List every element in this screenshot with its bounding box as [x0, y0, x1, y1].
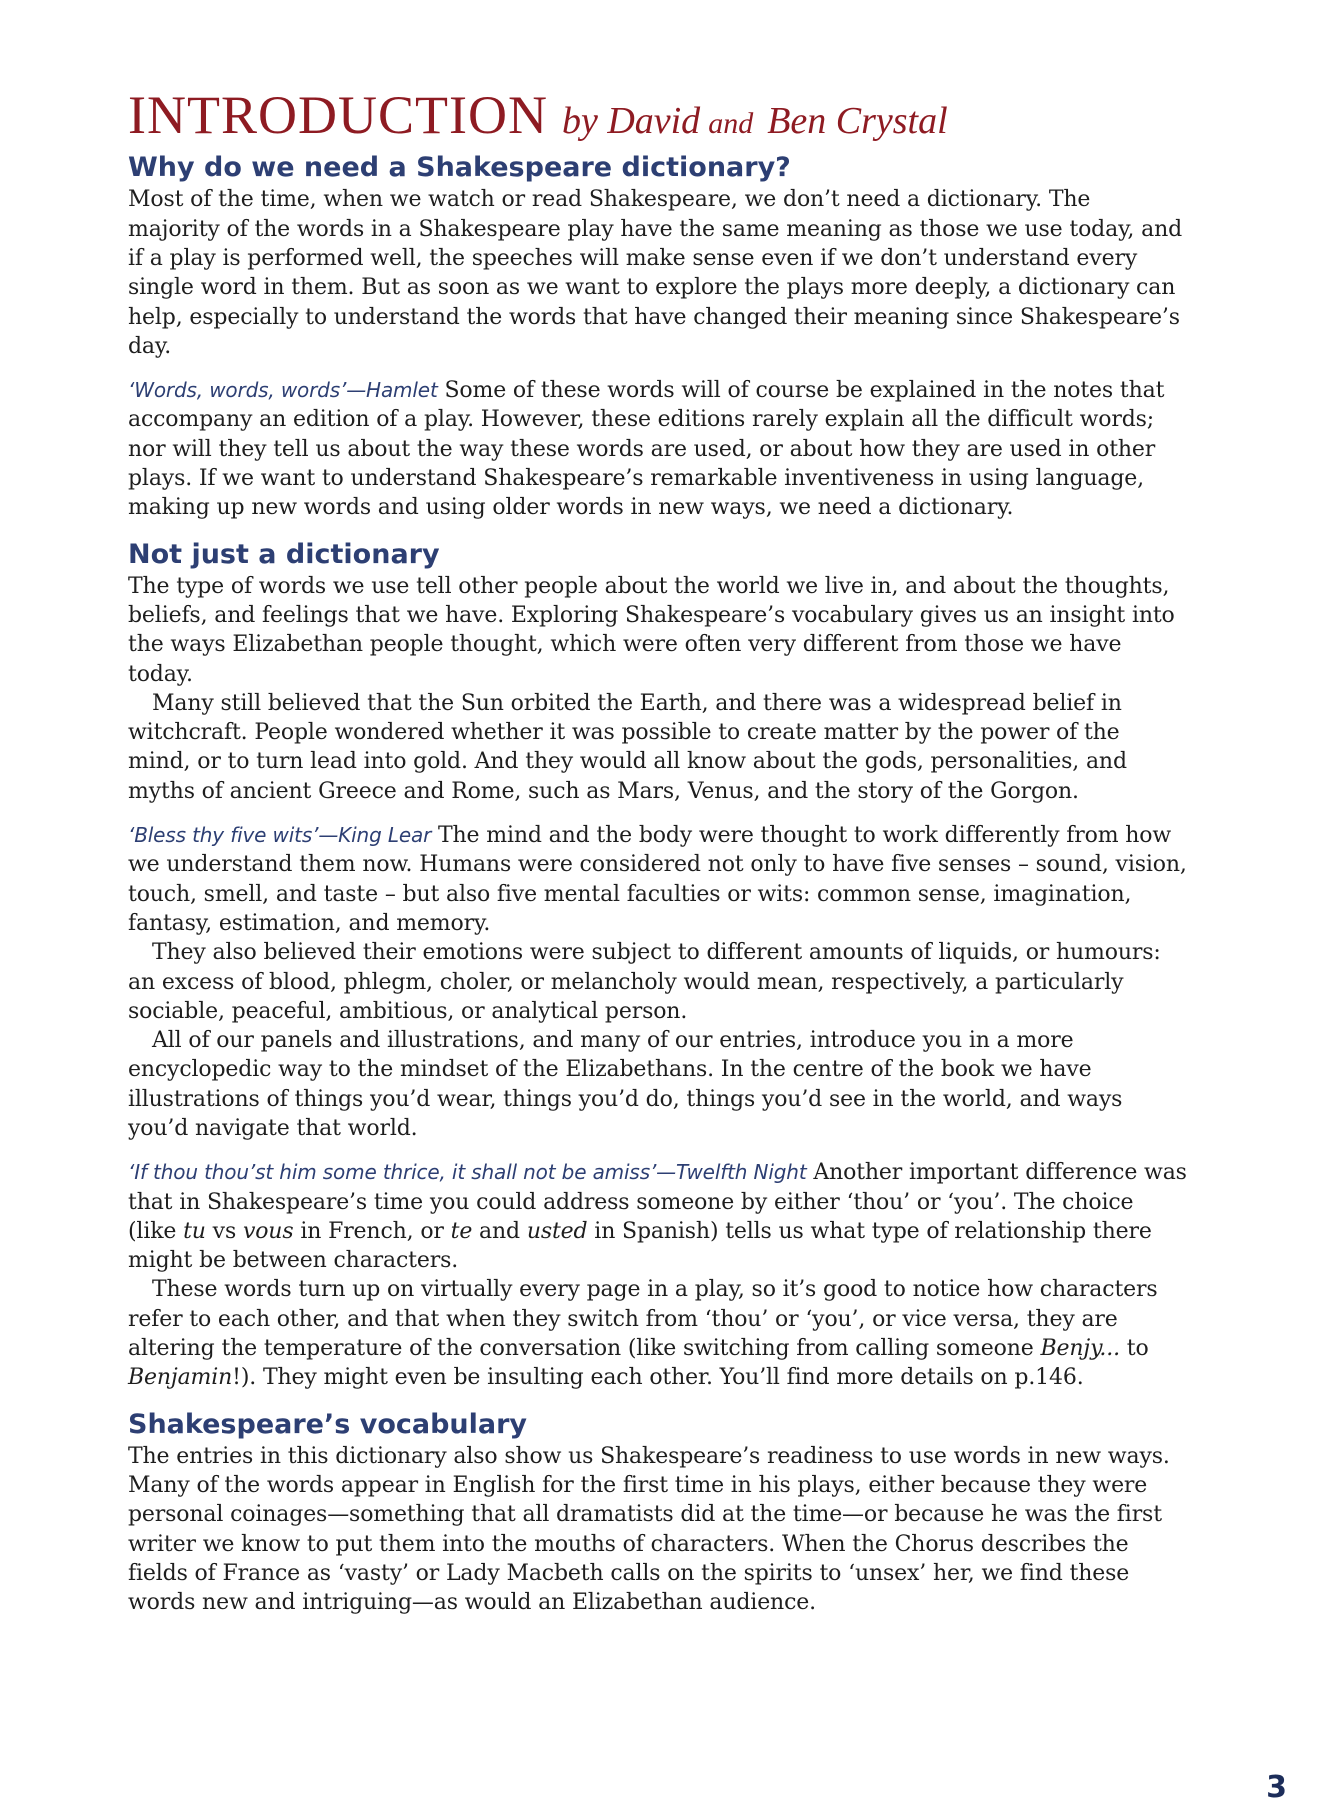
section-heading: Shakespeare’s vocabulary: [128, 1408, 528, 1440]
quote-twelfth-night: ‘If thou thou’st him some thrice, it shall not be amiss’—Twelfth Night: [128, 1160, 807, 1185]
paragraph-text: Another important difference was that in Shakespeare’s time you could address someone by either ‘thou’ or ‘you’. The choice (like: [128, 1160, 1187, 1244]
quote-king-lear: ‘Bless thy five wits’—King Lear: [128, 823, 432, 848]
paragraph-text: !). They might even be insulting each other. You’ll find more details on p.146.: [232, 1365, 1084, 1391]
paragraph: The type of words we use tell other people about the world we live in, and about the thoughts, beliefs, and feelings that we have. Exploring Shakespeare’s vocabulary gives us an insight into the ways Elizabethan people thought, which were often very different from those we have today.: [128, 573, 1175, 687]
paragraph: [128, 821, 1188, 938]
term-benjamin: Benjamin: [128, 1365, 233, 1391]
paragraph-text: in Spanish) tells us what type of relationship there might be between characters.: [128, 1218, 1152, 1274]
term-tu: tu: [183, 1218, 206, 1244]
paragraph: [128, 1158, 1188, 1275]
paragraph-text: These words turn up on virtually every page in a play, so it’s good to notice how characters refer to each other, and that when they switch from ‘thou’ or ‘you’, or vice versa, they are altering the temperature of the conversation (like switching from calling someone: [128, 1277, 1158, 1362]
section-why-dictionary: [128, 151, 1188, 522]
term-vous: vous: [242, 1218, 294, 1244]
section-not-just-dictionary: [128, 538, 1188, 1393]
title-and: and: [708, 107, 754, 140]
title-main: INTRODUCTION: [128, 85, 548, 145]
paragraph: Many still believed that the Sun orbited the Earth, and there was a widespread belief in witchcraft. People wondered whether it was possible to create matter by the power of the mind, or to turn lead into gold. And they would all know about the gods, personalities, and myths of ancient Greece and Rome, such as Mars, Venus, and the story of the Gorgon.: [128, 690, 1127, 804]
paragraph: [128, 1275, 1188, 1392]
paragraph-text: Some of these words will of course be explained in the notes that accompany an edition of a play. However, these editions rarely explain all the difficult words; nor will they tell us about the way these words are used, or about how they are used in other plays. If we want to understand Shakespeare’s remarkable inventiveness in using language, making up new words and using older words in new ways, we need a dictionary.: [128, 378, 1165, 521]
paragraph-text: and: [472, 1218, 527, 1244]
section-shakespeare-vocabulary: [128, 1408, 1188, 1618]
paragraph: The entries in this dictionary also show us Shakespeare’s readiness to use words in new ways. Many of the words appear in English for the first time in his plays, either because they were personal coinages—something that all dramatists did at the time—or because he was the first writer we know to put them into the mouths of characters. When the Chorus describes the fields of France as ‘vasty’ or Lady Macbeth calls on the spirits to ‘unsex’ her, we find these words new and intriguing—as would an Elizabethan audience.: [128, 1443, 1170, 1616]
paragraph-text: vs: [205, 1218, 243, 1244]
paragraph-text: in French, or: [293, 1218, 451, 1244]
paragraph: Most of the time, when we watch or read Shakespeare, we don’t need a dictionary. The majority of the words in a Shakespeare play have the same meaning as those we use today, and if a play is performed well, the speeches will make sense even if we don’t understand every single word in them. But as soon as we want to explore the plays more deeply, a dictionary can help, especially to understand the words that have changed their meaning since Shakespeare’s day.: [128, 187, 1183, 359]
paragraph: They also believed their emotions were subject to different amounts of liquids, or humours: an excess of blood, phlegm, choler, or melancholy would mean, respectively, a particularly sociable, peaceful, ambitious, or analytical person.: [128, 940, 1161, 1024]
paragraph-text: The mind and the body were thought to work differently from how we understand them now. Humans were considered not only to have five senses – sound, vision, touch, smell, and taste – but also five mental faculties or wits: common sense, imagination, fantasy, estimation, and memory.: [128, 823, 1187, 936]
title-author: Ben Crystal: [767, 100, 948, 142]
section-heading: Not just a dictionary: [128, 538, 440, 570]
quote-hamlet: ‘Words, words, words’—Hamlet: [128, 378, 438, 403]
title-byline: by David: [561, 100, 701, 142]
paragraph: All of our panels and illustrations, and many of our entries, introduce you in a more encyclopedic way to the mindset of the Elizabethans. In the centre of the book we have illustrations of things you’d wear, things you’d do, things you’d see in the world, and ways you’d navigate that world.: [128, 1028, 1123, 1141]
paragraph-text: to: [1119, 1336, 1149, 1362]
page-title: [128, 86, 1188, 145]
page-number: 3: [1266, 1770, 1287, 1805]
term-benjy: Benjy...: [1040, 1336, 1120, 1362]
term-usted: usted: [526, 1218, 588, 1244]
term-te: te: [450, 1218, 473, 1244]
page-body: [128, 86, 1188, 1617]
paragraph: [128, 376, 1188, 522]
section-heading: Why do we need a Shakespeare dictionary?: [128, 152, 791, 184]
